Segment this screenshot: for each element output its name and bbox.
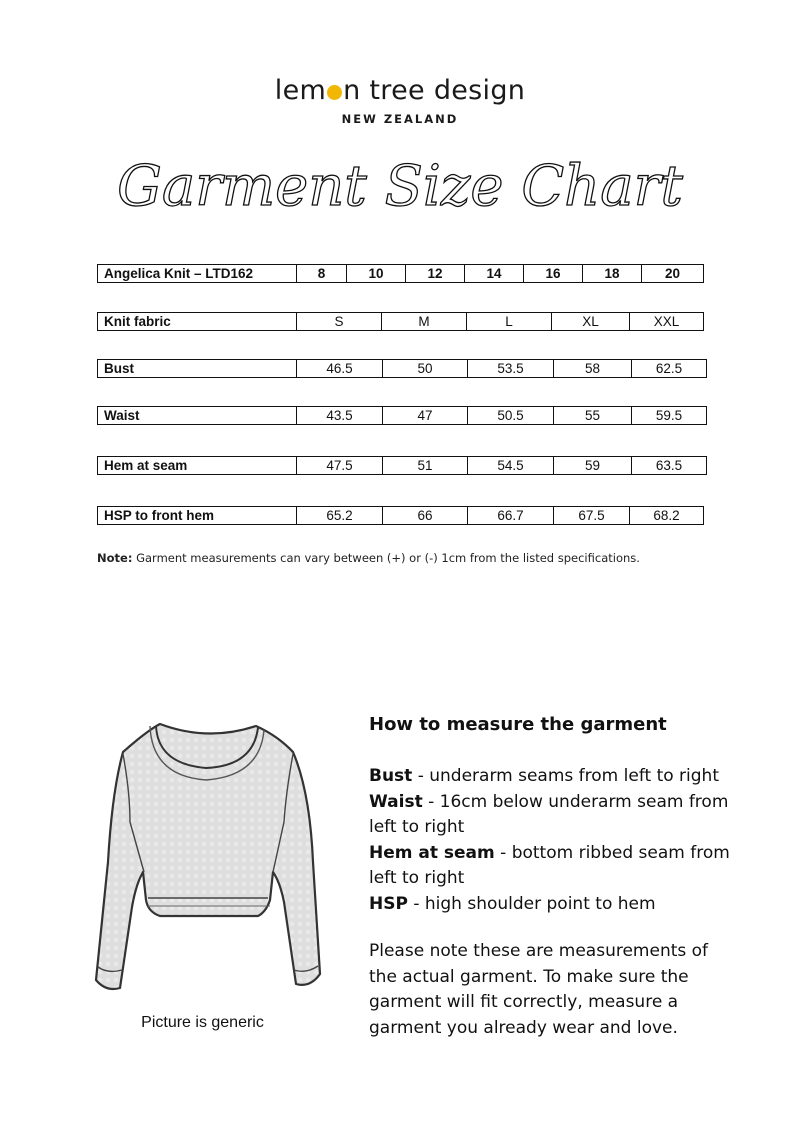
measure-term: Waist bbox=[369, 791, 423, 812]
value-cell: 67.5 bbox=[554, 507, 630, 525]
sweater-illustration bbox=[88, 712, 328, 1012]
value-cell: 47 bbox=[383, 407, 468, 425]
fabric-size-cell: S bbox=[297, 313, 382, 331]
list-item bbox=[369, 841, 739, 892]
row-label: Hem at seam bbox=[98, 457, 297, 475]
value-cell: 58 bbox=[554, 360, 632, 378]
measure-desc: - bottom ribbed seam from left to right bbox=[369, 842, 730, 888]
value-cell: 47.5 bbox=[297, 457, 383, 475]
value-cell: 68.2 bbox=[630, 507, 704, 525]
size-cell: 12 bbox=[406, 265, 465, 283]
table-row bbox=[98, 360, 707, 378]
value-cell: 65.2 bbox=[297, 507, 383, 525]
page-title-text: Garment Size Chart bbox=[117, 154, 683, 219]
measure-list bbox=[369, 764, 739, 917]
brand-country: NEW ZEALAND bbox=[341, 112, 459, 126]
value-cell: 63.5 bbox=[632, 457, 707, 475]
fabric-size-table bbox=[97, 312, 704, 331]
size-cell: 10 bbox=[347, 265, 406, 283]
product-label: Angelica Knit – LTD162 bbox=[98, 265, 297, 283]
value-cell: 59 bbox=[554, 457, 632, 475]
value-cell: 43.5 bbox=[297, 407, 383, 425]
fabric-size-cell: XL bbox=[552, 313, 630, 331]
value-cell: 55 bbox=[554, 407, 632, 425]
brand-name-text: n tree design bbox=[343, 75, 526, 106]
guide-heading: How to measure the garment bbox=[369, 714, 667, 735]
hsp-table bbox=[97, 506, 704, 525]
size-cell: 20 bbox=[642, 265, 704, 283]
value-cell: 50.5 bbox=[468, 407, 554, 425]
fabric-size-cell: L bbox=[467, 313, 552, 331]
value-cell: 66 bbox=[383, 507, 468, 525]
value-cell: 59.5 bbox=[632, 407, 707, 425]
closing-paragraph: Please note these are measurements of the actual garment. To make sure the garment will fit correctly, measure a garment you already wear and love. bbox=[369, 941, 709, 1038]
value-cell: 53.5 bbox=[468, 360, 554, 378]
lemon-dot-icon bbox=[327, 85, 342, 100]
measure-desc: - 16cm below underarm seam from left to right bbox=[369, 791, 729, 837]
size-cell: 16 bbox=[524, 265, 583, 283]
value-cell: 66.7 bbox=[468, 507, 554, 525]
note-label: Note: bbox=[97, 551, 133, 565]
measure-term: HSP bbox=[369, 893, 408, 914]
value-cell: 46.5 bbox=[297, 360, 383, 378]
value-cell: 62.5 bbox=[632, 360, 707, 378]
table-row bbox=[98, 507, 704, 525]
size-cell: 18 bbox=[583, 265, 642, 283]
table-row bbox=[98, 313, 704, 331]
table-row bbox=[98, 457, 707, 475]
brand-logo bbox=[0, 76, 800, 106]
list-item bbox=[369, 764, 739, 790]
size-cell: 8 bbox=[297, 265, 347, 283]
value-cell: 54.5 bbox=[468, 457, 554, 475]
measure-term: Bust bbox=[369, 766, 413, 786]
fabric-label: Knit fabric bbox=[98, 313, 297, 331]
size-header-table bbox=[97, 264, 704, 283]
value-cell: 51 bbox=[383, 457, 468, 475]
value-cell: 50 bbox=[383, 360, 468, 378]
table-row bbox=[98, 265, 704, 283]
bust-table bbox=[97, 359, 707, 378]
row-label: Bust bbox=[98, 360, 297, 378]
row-label: HSP to front hem bbox=[98, 507, 297, 525]
table-row bbox=[98, 407, 707, 425]
measure-term: Hem at seam bbox=[369, 842, 495, 863]
size-cell: 14 bbox=[465, 265, 524, 283]
measure-guide bbox=[369, 712, 739, 1041]
list-item bbox=[369, 790, 739, 841]
brand-name-text: lem bbox=[274, 75, 327, 106]
fabric-size-cell: M bbox=[382, 313, 467, 331]
page-title bbox=[0, 150, 800, 230]
measure-desc: - underarm seams from left to right bbox=[412, 766, 719, 786]
sweater-icon bbox=[88, 712, 328, 1012]
hem-table bbox=[97, 456, 707, 475]
waist-table bbox=[97, 406, 707, 425]
illustration-caption: Picture is generic bbox=[141, 1014, 264, 1031]
row-label: Waist bbox=[98, 407, 297, 425]
measure-desc: - high shoulder point to hem bbox=[407, 893, 656, 914]
measurement-note bbox=[97, 551, 640, 565]
brand-header bbox=[0, 76, 800, 126]
note-text: Garment measurements can vary between (+) or (-) 1cm from the listed specifications. bbox=[136, 551, 640, 565]
list-item bbox=[369, 892, 739, 918]
fabric-size-cell: XXL bbox=[630, 313, 704, 331]
